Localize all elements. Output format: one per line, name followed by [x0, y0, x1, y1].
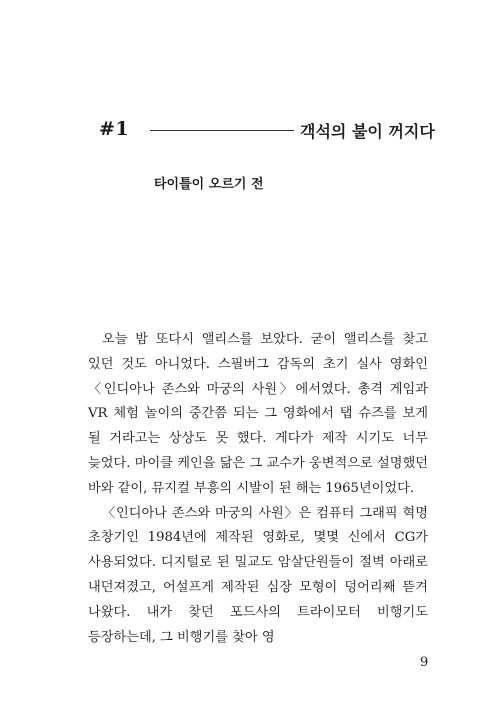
paragraph: 오늘 밤 또다시 앨리스를 보았다. 굳이 앨리스를 찾고 있던 것도 아니었다. 스필버그 감독의 초기 실사 영화인 〈인디아나 존스와 마궁의 사원〉에서였다. 총격 게임과 VR 체험 놀이의 중간쯤 되는 그 영화에서 탭 슈즈를 보게 될 거라고는 상상도 못 했다. 게다가 제작 시기도 너무 늦었다. 마이클 케인을 닮은 그 교수가 웅변적으로 설명했던 바와 같이, 뮤지컬 부흥의 시발이 된 해는 1965년이었다. [88, 332, 428, 496]
body-text [88, 328, 428, 650]
chapter-divider-line [150, 130, 294, 131]
paragraph: 〈인디아나 존스와 마궁의 사원〉은 컴퓨터 그래픽 혁명 초창기인 1984년에 제작된 영화로, 몇몇 신에서 CG가 사용되었다. 디지털로 된 밀교도 암살단원들이 절벽 아래로 내던져졌고, 어설프게 제작된 심장 모형이 덩어리째 뜯겨 나왔다. 내가 찾던 포드사의 트라이모터 비행기도 등장하는데, 그 비행기를 찾아 영 [88, 505, 428, 645]
page-number: 9 [420, 655, 429, 670]
chapter-number: #1 [99, 118, 130, 140]
section-title: 타이틀이 오르기 전 [154, 177, 264, 192]
chapter-title: 객석의 불이 꺼지다 [300, 122, 435, 141]
